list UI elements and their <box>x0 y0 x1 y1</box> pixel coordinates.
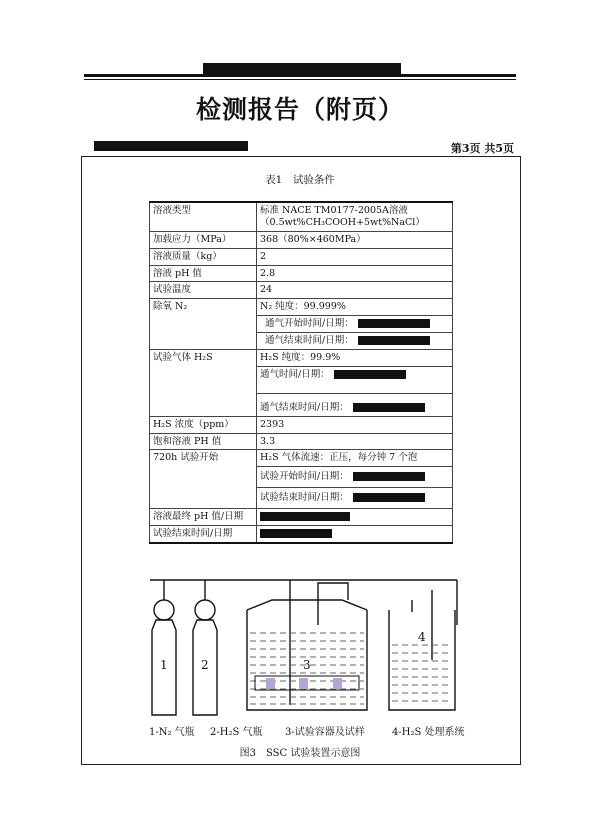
row-value: 通气时间/日期： <box>257 366 453 393</box>
treatment-beaker <box>389 610 455 710</box>
vessel-outlet-pipe <box>318 583 348 625</box>
row-value: 通气开始时间/日期： <box>257 316 453 333</box>
report-title: 检测报告（附页） <box>195 95 404 124</box>
row-value: 试验开始时间/日期： <box>257 467 453 488</box>
figure-number-test-vessel: 3 <box>303 658 311 672</box>
row-value: 2393 <box>257 416 453 433</box>
row-value: 368（80%×460MPa） <box>257 231 453 248</box>
figure-caption: 图3 SSC 试验装置示意图 <box>239 748 361 759</box>
row-value: 24 <box>257 282 453 299</box>
legend-treatment-system: 4-H₂S 处理系统 <box>392 727 465 738</box>
specimen-holder <box>255 676 359 690</box>
row-key: 饱和溶液 PH 值 <box>150 433 257 450</box>
row-value: 通气结束时间/日期： <box>257 333 453 350</box>
row-key: 除氧 N₂ <box>150 299 257 350</box>
row-value: 2.8 <box>257 265 453 282</box>
specimen <box>299 678 308 689</box>
row-key: 溶液类型 <box>150 202 257 231</box>
row-value: 标准 NACE TM0177-2005A溶液 （0.5wt%CH₃COOH+5wt%NaCl） <box>257 202 453 231</box>
row-key: H₂S 浓度（ppm） <box>150 416 257 433</box>
row-value: H₂S 气体流速：正压，每分钟 7 个泡 <box>257 450 453 467</box>
figure-number-treatment-system: 4 <box>418 630 426 644</box>
figure-number-h2s-cylinder: 2 <box>201 658 209 672</box>
row-value: 2 <box>257 248 453 265</box>
specimen <box>333 678 342 689</box>
row-value: H₂S 纯度：99.9% <box>257 349 453 366</box>
specimen <box>266 678 275 689</box>
legend-h2s-cylinder: 2-H₂S 气瓶 <box>210 727 263 738</box>
row-value: 通气结束时间/日期： <box>257 393 453 416</box>
figure-number-n2-cylinder: 1 <box>160 658 168 672</box>
row-key: 试验温度 <box>150 282 257 299</box>
row-value: 试验结束时间/日期： <box>257 488 453 509</box>
row-key: 溶液最终 pH 值/日期 <box>150 509 257 526</box>
legend-test-vessel: 3-试验容器及试样 <box>285 727 365 738</box>
legend-n2-cylinder: 1-N₂ 气瓶 <box>149 727 195 738</box>
row-key: 溶液质量（kg） <box>150 248 257 265</box>
row-key: 试验结束时间/日期 <box>150 525 257 542</box>
row-value: 3.3 <box>257 433 453 450</box>
row-key: 加载应力（MPa） <box>150 231 257 248</box>
row-value: N₂ 纯度：99.999% <box>257 299 453 316</box>
row-key: 溶液 pH 值 <box>150 265 257 282</box>
row-key: 试验气体 H₂S <box>150 349 257 416</box>
test-vessel <box>247 600 367 710</box>
page-number: 第3页 共5页 <box>450 142 514 155</box>
row-key: 720h 试验开始 <box>150 450 257 509</box>
table-caption: 表1 试验条件 <box>265 174 335 186</box>
